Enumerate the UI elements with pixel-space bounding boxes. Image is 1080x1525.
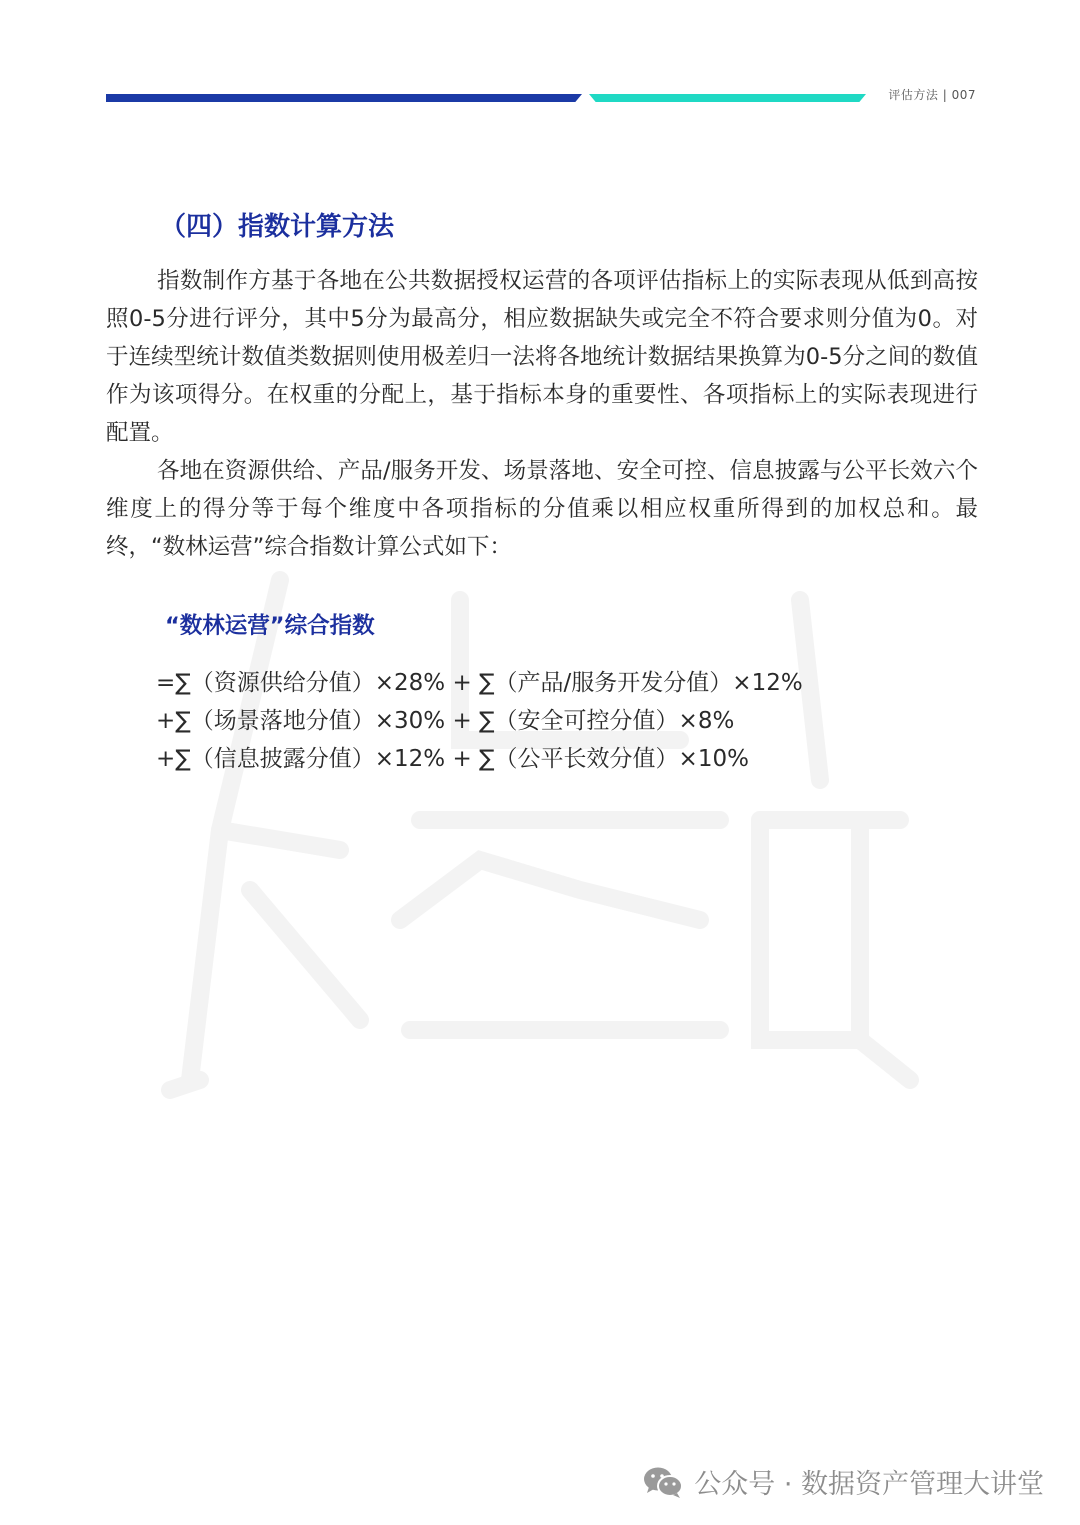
page-label: 评估方法 | 007 — [888, 88, 976, 102]
header-bar-teal — [589, 94, 866, 102]
formula-line-3: +∑（信息披露分值）×12% + ∑（公平长效分值）×10% — [156, 746, 749, 772]
section-heading: （四）指数计算方法 — [160, 212, 395, 242]
wechat-icon — [642, 1465, 684, 1499]
footer-watermark — [642, 1462, 1044, 1501]
body-paragraph-2: 各地在资源供给、产品/服务开发、场景落地、安全可控、信息披露与公平长效六个维度上的得分等于每个维度中各项指标的分值乘以相应权重所得到的加权总和。最终，“数林运营”综合指数计算公式如下： — [106, 458, 978, 560]
footer-text: 公众号 · 数据资产管理大讲堂 — [694, 1469, 1044, 1500]
watermark-graphic — [160, 560, 940, 1100]
body-paragraph-1: 指数制作方基于各地在公共数据授权运营的各项评估指标上的实际表现从低到高按照0-5分进行评分，其中5分为最高分，相应数据缺失或完全不符合要求则分值为0。对于连续型统计数值类数据则使用极差归一法将各地统计数据结果换算为0-5分之间的数值作为该项得分。在权重的分配上，基于指标本身的重要性、各项指标上的实际表现进行配置。 — [106, 268, 978, 446]
formula-title: “数林运营”综合指数 — [165, 613, 375, 639]
header-bar-blue — [106, 94, 582, 102]
formula-line-2: +∑（场景落地分值）×30% + ∑（安全可控分值）×8% — [156, 708, 735, 734]
formula-line-1: =∑（资源供给分值）×28% + ∑（产品/服务开发分值）×12% — [156, 670, 803, 696]
